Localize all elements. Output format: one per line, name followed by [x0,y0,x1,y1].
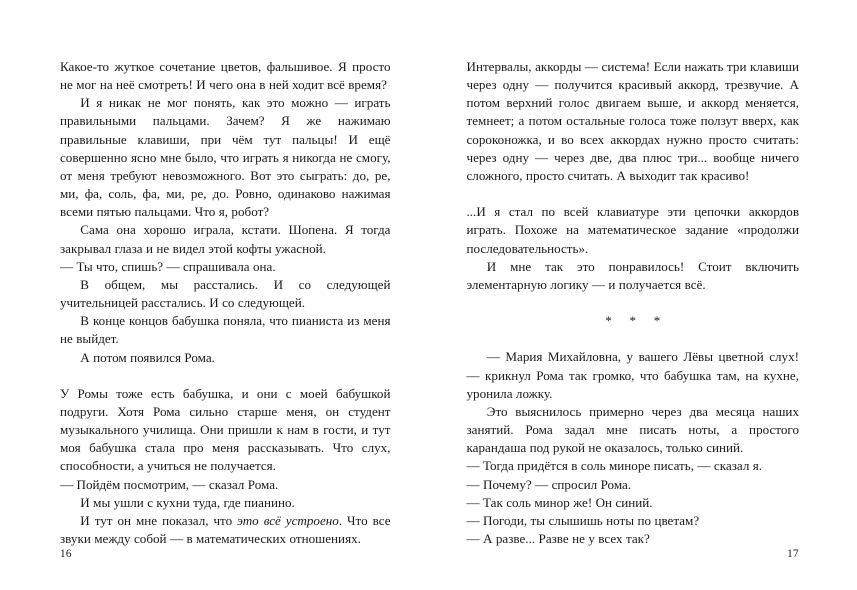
paragraph-with-italic [60,512,391,548]
paragraph: Это выяснилось примерно через два месяца наших занятий. Рома задал мне писать ноты, а простого карандаша под рукой не оказалось, только синий. [466,403,799,456]
paragraph-text-before-italic: И тут он мне показал, что [80,512,238,528]
dialogue-line: — Пойдём посмотрим, — сказал Рома. [60,476,279,492]
paragraph: Какое-то жуткое сочетание цветов, фальшивое. Я просто не мог на неё смотреть! И чего она в ней ходит всё время? [60,59,391,93]
dialogue-line: — Тогда придётся в соль миноре писать, — сказал я. [466,458,763,474]
paragraph-text-after-italic: . Что все звуки между собой — в математических отношениях. [60,512,391,547]
paragraph: И мы ушли с кухни туда, где пианино. [80,494,295,510]
paragraph: И мне так это понравилось! Стоит включить элементарную логику — и получается всё. [466,258,799,292]
paragraph: В общем, мы расстались. И со следующей учительницей расстались. И со следующей. [60,276,391,311]
paragraph: ...И я стал по всей клавиатуре эти цепочки аккордов играть. Похоже на математическое задание «продолжи последовательность». [466,204,799,256]
emphasized-phrase: это всё устроено [237,512,339,528]
dialogue-line: — Ты что, спишь? — спрашивала она. [60,258,276,274]
paragraph-block-gap [60,367,391,385]
paragraph: Сама она хорошо играла, кстати. Шопена. Я тогда закрывал глаза и не видел этой кофты ужасной. [60,222,391,256]
paragraph: И я никак не мог понять, как это можно — играть правильными пальцами. Зачем? Я же нажимаю правильные клавиши, при чём тут пальцы! И ещё совершенно ясно мне было, что играть я никогда не смогу, от меня требуют невозможного. Вот это сыграть: до, ре, ми, фа, соль, фа, ми, ре, до. Ровно, одинаково нажимая всеми пятью пальцами. Что я, робот? [60,95,391,220]
paragraph: Интервалы, аккорды — система! Если нажать три клавиши через одну — получится красивый аккорд, трезвучие. А потом верхний голос двигаем выше, и аккорд меняется, темнеет; а потом остальные голоса тоже ползут вверх, как сороконожка, и во всех аккордах нужно просто считать: через одну — через две, два плюс три... вообще ничего сложного, просто считать. А выходит так красиво! [466,59,799,183]
dialogue-line: — Почему? — спросил Рома. [466,476,632,492]
right-page [429,0,857,590]
dialogue-line: — Погоди, ты слышишь ноты по цветам? [466,512,700,528]
left-page-text-column [60,58,391,548]
separator-gap-bottom [467,330,800,348]
page-number-right: 17 [787,547,799,560]
dialogue-line: — А разве... Разве не у всех так? [466,531,650,547]
separator-gap-top [467,294,800,312]
paragraph: В конце концов бабушка поняла, что пианиста из меня не выйдет. [60,313,391,347]
right-page-text-column [467,58,800,548]
paragraph: У Ромы тоже есть бабушка, и они с моей бабушкой подруги. Хотя Рома сильно старше меня, он студент музыкального училища. Они пришли к нам в гости, и тут моя бабушка стала про меня рассказывать. Что слух, способности, а учиться не получается. [60,385,391,474]
section-separator: * * * [605,313,668,329]
page-number-left: 16 [60,547,72,560]
paragraph-block-gap [467,185,800,203]
dialogue-line: — Так соль минор же! Он синий. [466,494,653,510]
dialogue-line: — Мария Михайловна, у вашего Лёвы цветной слух! — крикнул Рома так громко, что бабушка там, на кухне, уронила ложку. [466,349,799,401]
paragraph: А потом появился Рома. [80,349,215,365]
